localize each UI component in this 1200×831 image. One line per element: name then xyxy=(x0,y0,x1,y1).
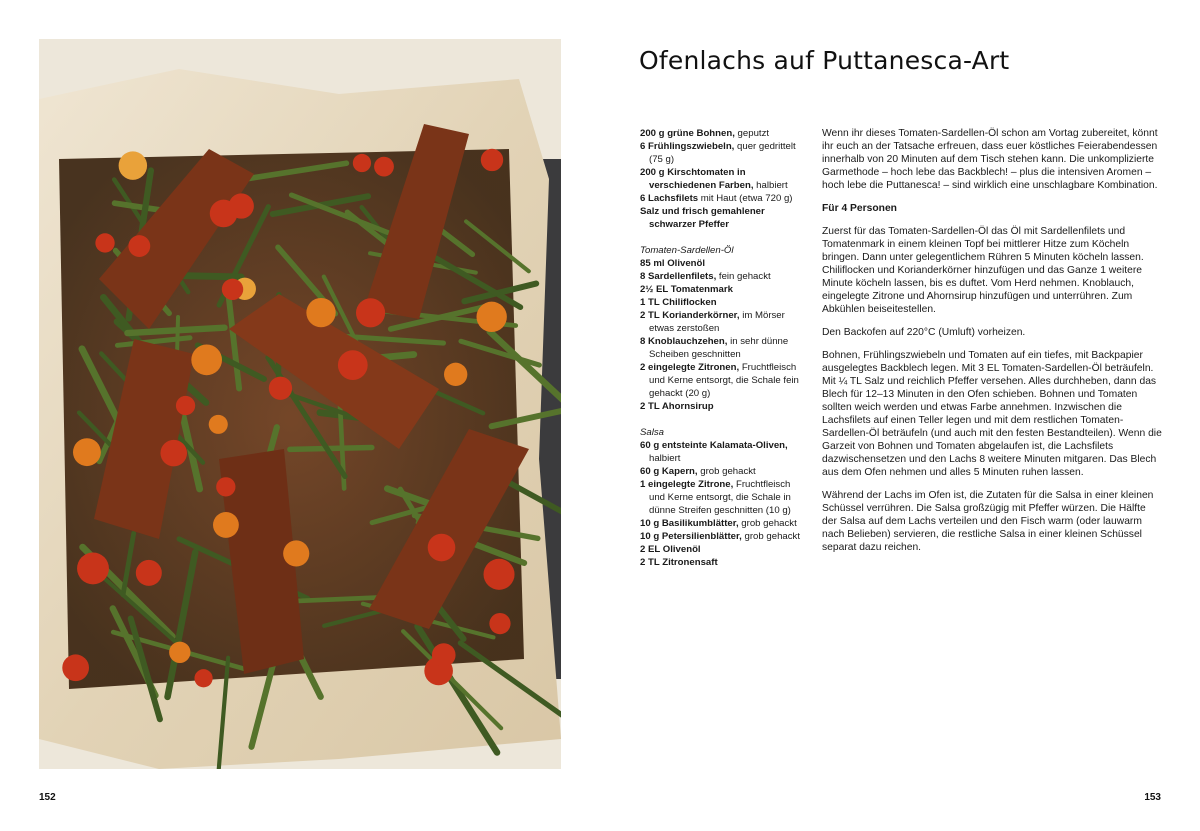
cherry-tomato xyxy=(210,200,238,228)
cherry-tomato xyxy=(306,298,335,327)
cherry-tomato xyxy=(62,654,89,681)
ingredient-item: 2 EL Olivenöl xyxy=(640,544,701,555)
recipe-photo xyxy=(39,39,561,769)
ingredient-item: 85 ml Olivenöl xyxy=(640,258,706,269)
ingredient-group xyxy=(640,127,805,231)
cherry-tomato xyxy=(432,643,456,667)
cherry-tomato xyxy=(209,415,228,434)
cherry-tomato xyxy=(283,540,309,566)
method-step: Während der Lachs im Ofen ist, die Zutaten für die Salsa in einer kleinen Schüssel verrühren. Die Salsa großzügig mit Pfeffer würzen. Die Hälfte der Salsa auf dem Lachs verteilen und den Fisch warm (oder lauwarm nach Belieben) servieren, die restliche Salsa in einer kleinen Schüssel separat dazu reichen. xyxy=(822,490,1154,553)
cherry-tomato xyxy=(484,559,515,590)
ingredient-item: 10 g Basilikumblätter, grob gehackt xyxy=(640,518,797,529)
method-step: Den Backofen auf 220°C (Umluft) vorheizen. xyxy=(822,327,1026,338)
ingredient-item: 2 TL Korianderkörner, im Mörser etwas zerstoßen xyxy=(640,310,785,334)
cherry-tomato xyxy=(73,438,101,466)
cherry-tomato xyxy=(353,154,371,172)
cherry-tomato xyxy=(194,669,212,687)
cherry-tomato xyxy=(216,477,235,496)
page-number-left: 152 xyxy=(39,792,56,803)
cherry-tomato xyxy=(428,534,456,562)
cherry-tomato xyxy=(191,345,222,376)
salmon-tray-illustration xyxy=(39,39,561,769)
ingredient-group xyxy=(640,426,805,569)
ingredient-item: 60 g Kapern, grob gehackt xyxy=(640,466,756,477)
cherry-tomato xyxy=(269,377,292,400)
cherry-tomato xyxy=(77,553,109,585)
ingredient-item: 200 g Kirschtomaten in verschiedenen Farben, halbiert xyxy=(640,167,788,191)
servings: Für 4 Personen xyxy=(822,203,897,214)
cherry-tomato xyxy=(476,302,506,332)
cherry-tomato xyxy=(95,233,114,252)
cherry-tomato xyxy=(119,151,147,179)
recipe-intro: Wenn ihr dieses Tomaten-Sardellen-Öl schon am Vortag zubereitet, könnt ihr euch an der Tatsache erfreuen, dass euer köstliches Feierabendessen innerhalb von 20 Minuten auf dem Tisch stehen kann. Die unkomplizierte Garmethode – hoch lebe das Backblech! – plus die intensiven Aromen – hoch lebe die Puttanesca! – sind wirklich eine unschlagbare Kombination. xyxy=(822,128,1158,191)
ingredient-item: Salz und frisch gemahlener schwarzer Pfeffer xyxy=(640,206,765,230)
cherry-tomato xyxy=(444,363,467,386)
cherry-tomato xyxy=(481,149,503,171)
ingredient-item: 10 g Petersilienblätter, grob gehackt xyxy=(640,531,800,542)
method-step: Zuerst für das Tomaten-Sardellen-Öl das Öl mit Sardellenfilets und Tomatenmark in einem kleinen Topf bei mittlerer Hitze zum Köcheln bringen. Dann unter gelegentlichem Rühren 5 Minuten köcheln lassen. Chiliflocken und Korianderkörner hinzufügen und das Ganze 1 weitere Minute köcheln lassen, bis es duftet. Vom Herd nehmen. Knoblauch, eingelegte Zitrone und Ahornsirup hinzufügen und unterrühren. Zum Abkühlen beiseitestellen. xyxy=(822,226,1144,315)
ingredient-item: 1 eingelegte Zitrone, Fruchtfleisch und Kerne entsorgt, die Schale in dünne Streifen geschnitten (10 g) xyxy=(640,479,791,516)
cherry-tomato xyxy=(128,235,150,257)
cherry-tomato xyxy=(169,642,190,663)
ingredient-group-heading: Tomaten-Sardellen-Öl xyxy=(640,245,734,256)
cherry-tomato xyxy=(213,512,239,538)
green-bean xyxy=(290,448,372,450)
ingredient-item: 8 Knoblauchzehen, in sehr dünne Scheiben geschnitten xyxy=(640,336,789,360)
ingredient-item: 6 Lachsfilets mit Haut (etwa 720 g) xyxy=(640,193,793,204)
ingredient-item: 2 eingelegte Zitronen, Fruchtfleisch und Kerne entsorgt, die Schale fein gehackt (20 g) xyxy=(640,362,799,399)
cherry-tomato xyxy=(176,396,195,415)
ingredient-item: 8 Sardellenfilets, fein gehackt xyxy=(640,271,771,282)
ingredient-item: 2 TL Zitronensaft xyxy=(640,557,718,568)
cherry-tomato xyxy=(222,279,243,300)
cherry-tomato xyxy=(489,613,510,634)
ingredient-item: 200 g grüne Bohnen, geputzt xyxy=(640,128,770,139)
cherry-tomato xyxy=(160,440,187,467)
ingredient-item: 2½ EL Tomatenmark xyxy=(640,284,733,295)
ingredient-item: 2 TL Ahornsirup xyxy=(640,401,714,412)
cherry-tomato xyxy=(356,298,385,327)
recipe-method xyxy=(822,127,1162,564)
ingredient-item: 6 Frühlingszwiebeln, quer gedrittelt (75 g) xyxy=(640,141,796,165)
cherry-tomato xyxy=(338,350,368,380)
ingredient-list xyxy=(640,127,805,582)
method-step: Bohnen, Frühlingszwiebeln und Tomaten auf ein tiefes, mit Backpapier ausgelegtes Backblech legen. Mit 3 EL Tomaten-Sardellen-Öl beträufeln. Mit ¼ TL Salz und reichlich Pfeffer versehen. Alles durchheben, dann das Blech für 12–13 Minuten in den Ofen schieben. Bohnen und Tomaten sollten weich werden und etwas Farbe annehmen. Inzwischen die Lachsfilets auf einen Teller legen und mit dem restlichen Tomaten-Sardellen-Öl beträufeln (und auch mit den festen Bestandteilen). Wenn die Garzeit von Bohnen und Tomaten abgelaufen ist, die Lachsfilets dazwischensetzen und den Lachs 8 weitere Minuten mitgaren. Das Blech aus dem Ofen nehmen und alles 5 Minuten ruhen lassen. xyxy=(822,350,1162,478)
page-number-right: 153 xyxy=(1144,792,1161,803)
ingredient-group-heading: Salsa xyxy=(640,427,664,438)
ingredient-group xyxy=(640,244,805,413)
ingredient-item: 60 g entsteinte Kalamata-Oliven, halbiert xyxy=(640,440,788,464)
ingredient-item: 1 TL Chiliflocken xyxy=(640,297,717,308)
cherry-tomato xyxy=(374,157,394,177)
cherry-tomato xyxy=(136,560,162,586)
recipe-title: Ofenlachs auf Puttanesca-Art xyxy=(639,46,1010,75)
